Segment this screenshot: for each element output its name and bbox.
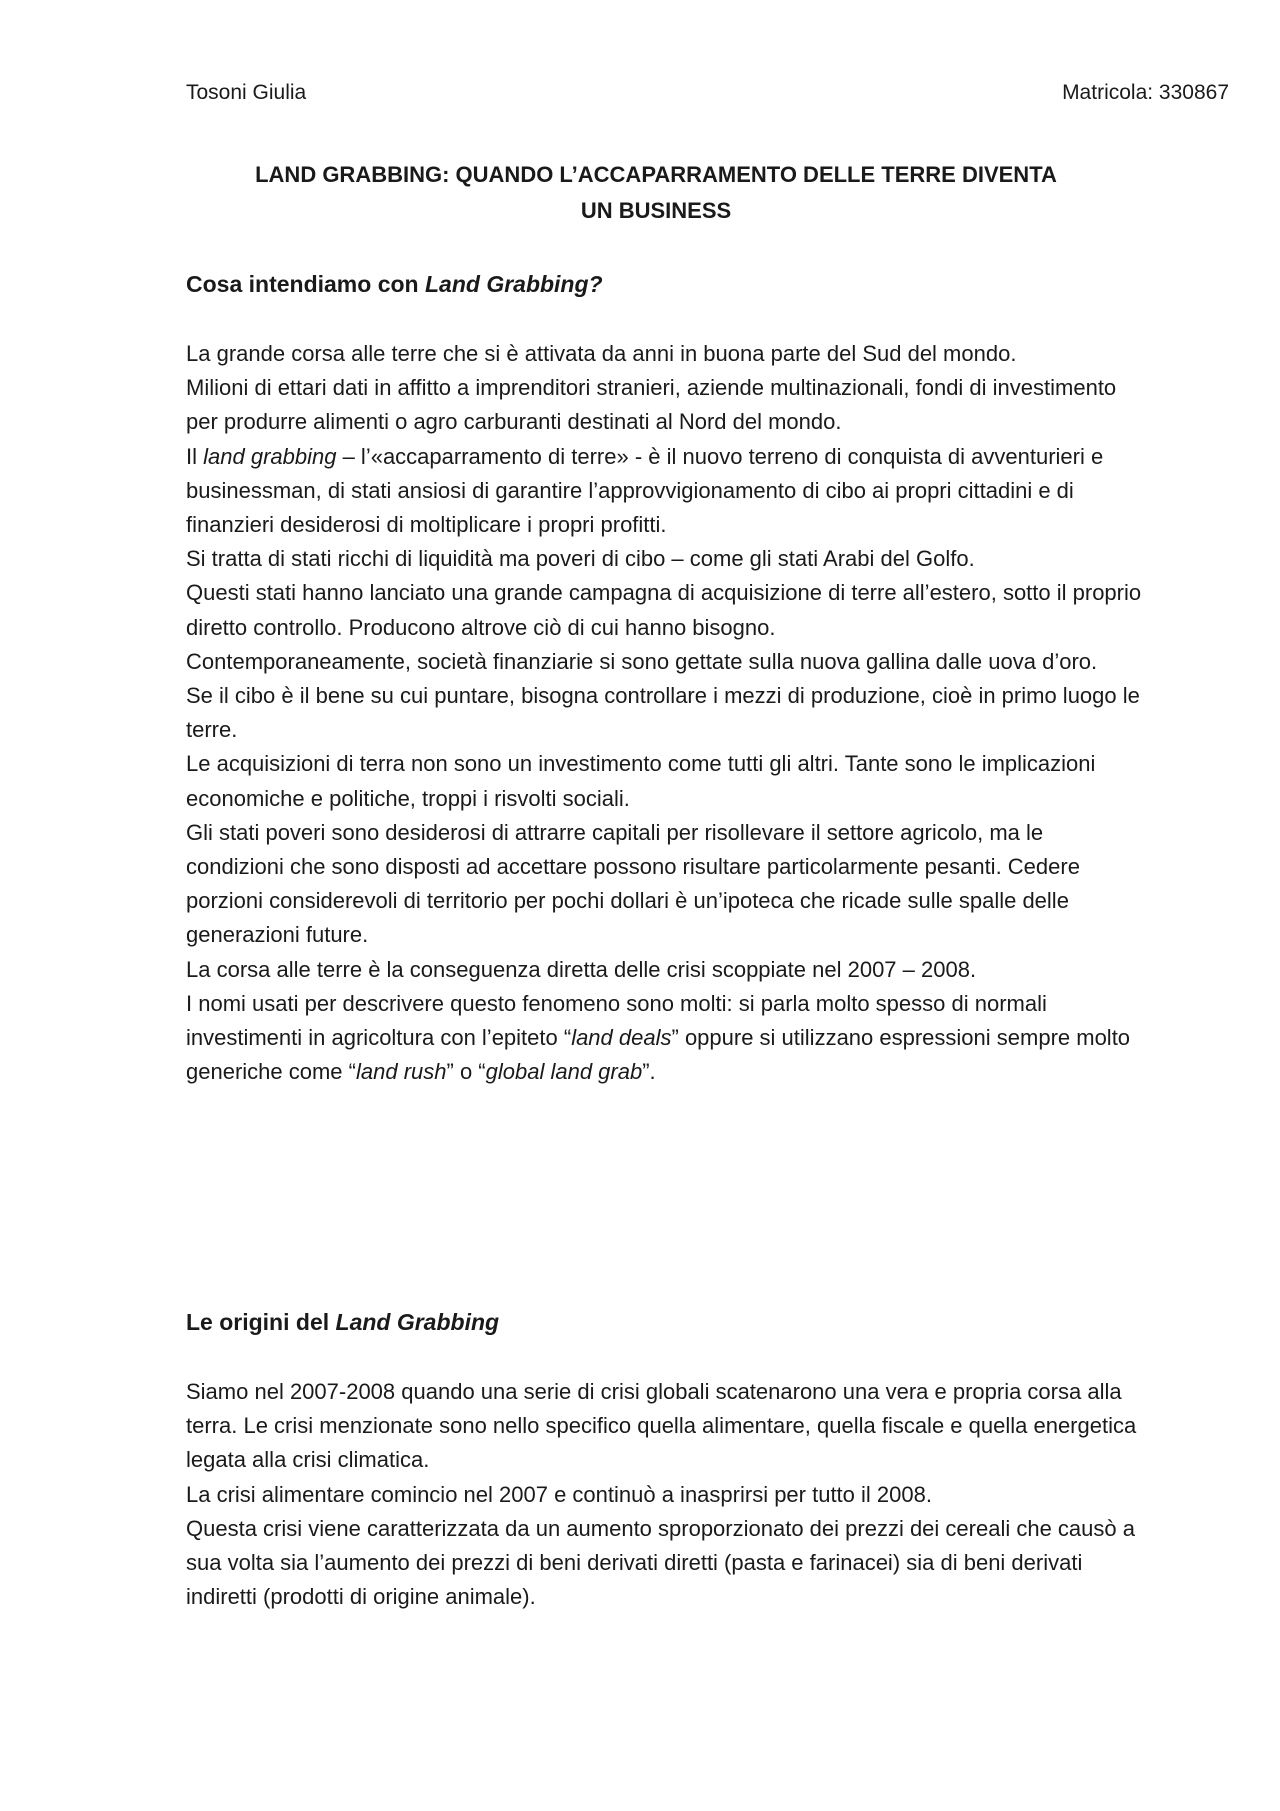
section-body [186, 1375, 1146, 1614]
paragraph: Questi stati hanno lanciato una grande campagna di acquisizione di terre all’estero, sotto il proprio diretto controllo. Producono altrove ciò di cui hanno bisogno. [186, 580, 1142, 640]
section-heading: Cosa intendiamo con Land Grabbing? [186, 271, 603, 297]
paragraph: Gli stati poveri sono desiderosi di attrarre capitali per risollevare il settore agricolo, ma le condizioni che sono disposti ad accettare possono risultare particolarmente pesanti. Cedere porzioni considerevoli di territorio per pochi dollari è un’ipoteca che ricade sulle spalle delle generazioni future. [186, 819, 1080, 948]
author-name: Tosoni Giulia [186, 81, 307, 104]
paragraph: Si tratta di stati ricchi di liquidità ma poveri di cibo – come gli stati Arabi del Golfo. [186, 546, 975, 572]
section-definition [186, 267, 1146, 1089]
section-body [186, 337, 1146, 1089]
paragraph: Il land grabbing – l’«accaparramento di terre» - è il nuovo terreno di conquista di avventurieri e businessman, di stati ansiosi di garantire l’approvvigionamento di cibo ai propri cittadini e di finanzieri desiderosi di moltiplicare i propri profitti. [186, 443, 1104, 538]
student-id: Matricola: 330867 [1062, 81, 1229, 104]
paragraph: Questa crisi viene caratterizzata da un aumento sproporzionato dei prezzi dei cereali che causò a sua volta sia l’aumento dei prezzi di beni derivati diretti (pasta e farinacei) sia di beni derivati indiretti (prodotti di origine animale). [186, 1515, 1135, 1610]
paragraph: Se il cibo è il bene su cui puntare, bisogna controllare i mezzi di produzione, cioè in primo luogo le terre. [186, 683, 1140, 743]
title-line-1: LAND GRABBING: QUANDO L’ACCAPARRAMENTO DELLE TERRE DIVENTA [255, 162, 1057, 187]
section-origins [186, 1305, 1146, 1614]
paragraph: Siamo nel 2007-2008 quando una serie di crisi globali scatenarono una vera e propria corsa alla terra. Le crisi menzionate sono nello specifico quella alimentare, quella fiscale e quella energetica legata alla crisi climatica. [186, 1379, 1137, 1473]
section-heading: Le origini del Land Grabbing [186, 1309, 500, 1335]
paragraph: Le acquisizioni di terra non sono un investimento come tutti gli altri. Tante sono le implicazioni economiche e politiche, troppi i risvolti sociali. [186, 751, 1096, 811]
document-title [186, 157, 1126, 229]
paragraph: La crisi alimentare comincio nel 2007 e continuò a inasprirsi per tutto il 2008. [186, 1481, 932, 1507]
title-line-2: UN BUSINESS [580, 198, 732, 223]
paragraph: La grande corsa alle terre che si è attivata da anni in buona parte del Sud del mondo. [186, 341, 1017, 366]
paragraph: Contemporaneamente, società finanziarie si sono gettate sulla nuova gallina dalle uova d’oro. [186, 648, 1098, 674]
paragraph: Milioni di ettari dati in affitto a imprenditori stranieri, aziende multinazionali, fondi di investimento per produrre alimenti o agro carburanti destinati al Nord del mondo. [186, 375, 1117, 435]
paragraph: La corsa alle terre è la conseguenza diretta delle crisi scoppiate nel 2007 – 2008. [186, 956, 977, 982]
paragraph: I nomi usati per descrivere questo fenomeno sono molti: si parla molto spesso di normali investimenti in agricoltura con l’epiteto “land deals” oppure si utilizzano espressioni sempre molto generiche come “land rush” o “global land grab”. [186, 990, 1131, 1085]
document-header [186, 78, 1229, 108]
